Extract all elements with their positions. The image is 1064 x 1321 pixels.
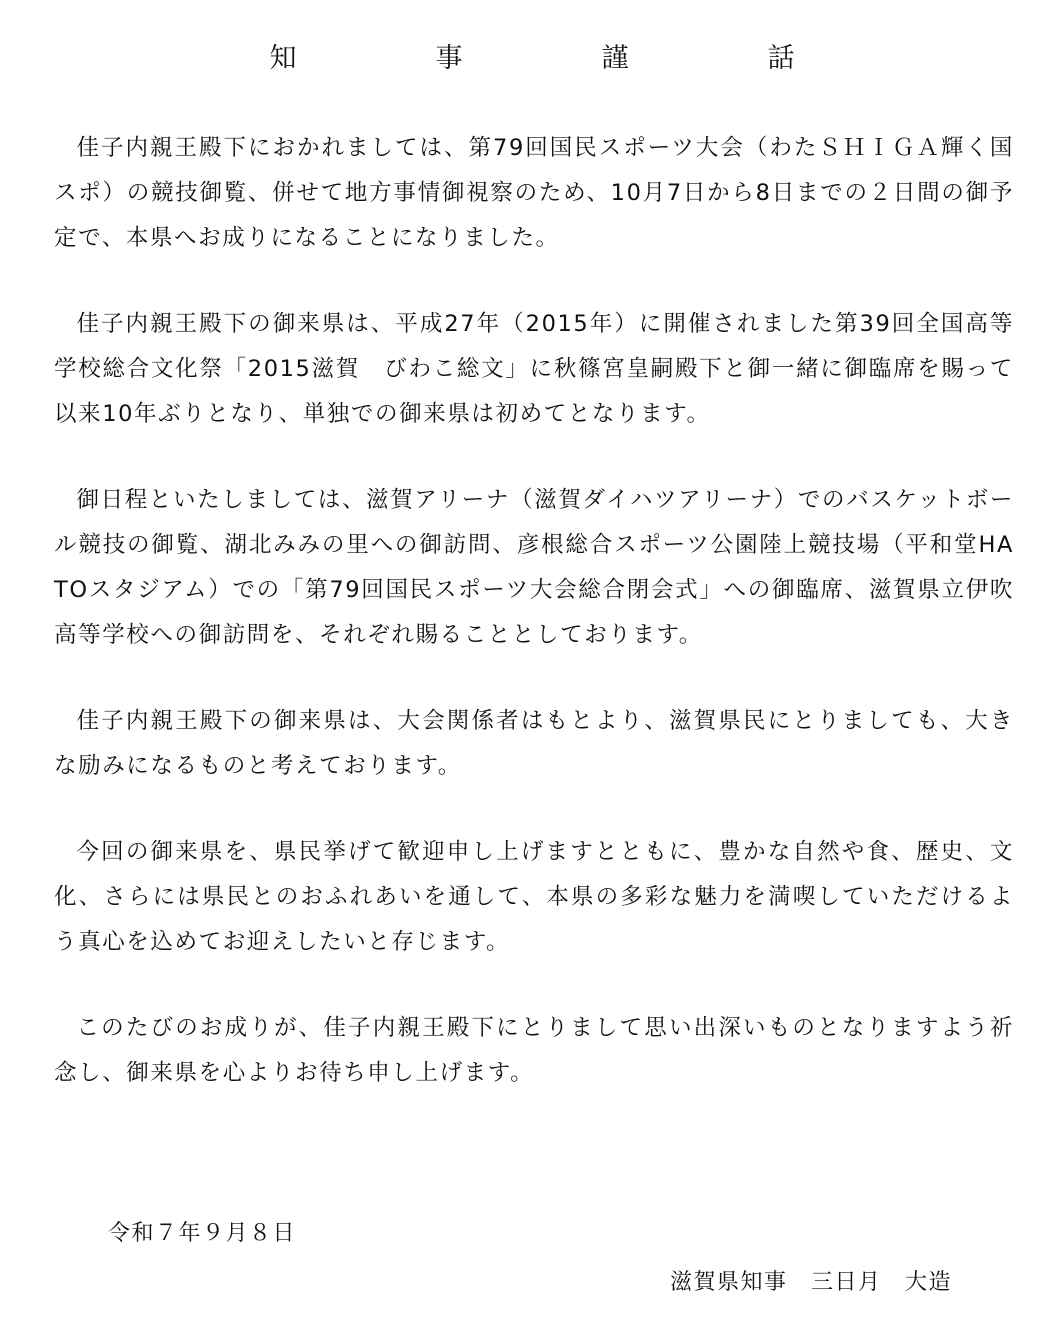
paragraph-closing: このたびのお成りが、佳子内親王殿下にとりまして思い出深いものとなりますよう祈念し、御来県を心よりお待ち申し上げます。 (54, 1015, 1014, 1086)
paragraph-previous-visit: 佳子内親王殿下の御来県は、平成27年（2015年）に開催されました第39回全国高等学校総合文化祭「2015滋賀 びわこ総文」に秋篠宮皇嗣殿下と御一緒に御臨席を賜って以来10年ぶりとなり、単独での御来県は初めてとなります。 (54, 311, 1014, 427)
paragraph-welcome: 今回の御来県を、県民挙げて歓迎申し上げますとともに、豊かな自然や食、歴史、文化、さらには県民とのおふれあいを通して、本県の多彩な魅力を満喫していただけるよう真心を込めてお迎えしたいと存じます。 (54, 839, 1014, 955)
statement-date: 令和７年９月８日 (108, 1221, 297, 1246)
paragraph-visit-announcement: 佳子内親王殿下におかれましては、第79回国民スポーツ大会（わたＳＨＩＧＡ輝く国スポ）の競技御覧、併せて地方事情御視察のため、10月7日から8日までの２日間の御予定で、本県へお成りになることになりました。 (54, 135, 1014, 251)
statement-body (54, 126, 1014, 1137)
document-title: 知 事 謹 話 (269, 43, 851, 74)
paragraph-schedule: 御日程といたしましては、滋賀アリーナ（滋賀ダイハツアリーナ）でのバスケットボール競技の御覧、湖北みみの里への御訪問、彦根総合スポーツ公園陸上競技場（平和堂HATOスタジアム）での「第79回国民スポーツ大会総合閉会式」への御臨席、滋賀県立伊吹高等学校への御訪問を、それぞれ賜ることとしております。 (54, 487, 1014, 648)
governor-signature: 滋賀県知事 三日月 大造 (669, 1270, 952, 1295)
paragraph-encouragement: 佳子内親王殿下の御来県は、大会関係者はもとより、滋賀県民にとりましても、大きな励みになるものと考えております。 (54, 708, 1014, 779)
